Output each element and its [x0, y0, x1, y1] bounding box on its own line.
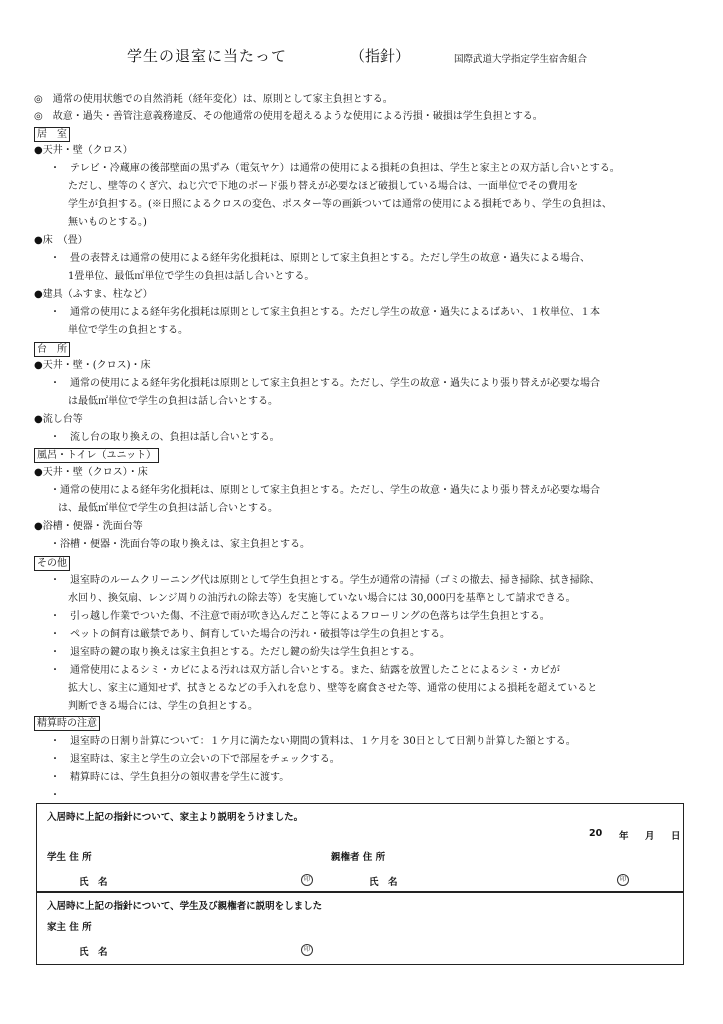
- student-acknowledgement-box: [36, 803, 684, 893]
- bath-tub-line: ・浴槽・便器・洗面台等の取り換えは、家主負担とする。: [50, 539, 310, 550]
- bath-wall-line: ・通常の使用による経年劣化損耗は、原則として家主負担とする。ただし、学生の故意・過失により張り替えが必要な場合: [50, 485, 600, 496]
- room-floor-title: ●床 （畳）: [34, 235, 88, 246]
- landlord-address-label: 家主 住 所: [47, 922, 92, 933]
- kitchen-wall-title: ●天井・壁・(クロス)・床: [34, 360, 151, 371]
- section-heading-bath: 風呂・トイレ（ユニット）: [34, 448, 159, 463]
- room-fixtures-line: ・ 通常の使用による経年劣化損耗は原則として家主負担とする。ただし学生の故意・過失によるばあい、１枚単位、１本: [50, 307, 600, 318]
- student-acknowledgement-statement: 入居時に上記の指針について、家主より説明をうけました。: [47, 812, 304, 823]
- other-line: ・ 退室時のルームクリーニング代は原則として学生負担とする。学生が通常の清掃（ゴミの撤去、掃き掃除、拭き掃除、: [50, 575, 600, 586]
- bath-tub-title: ●浴槽・便器・洗面台等: [34, 521, 143, 532]
- guardian-name-label: 氏 名: [369, 877, 398, 888]
- other-line: 拡大し、家主に通知せず、拭きとるなどの手入れを怠り、壁等を腐食させた等、通常の使用による損耗を超えていると: [68, 683, 598, 694]
- seal-mark: 印: [301, 874, 313, 886]
- date-day-label: 日: [671, 831, 681, 842]
- section-heading-room: 居 室: [34, 127, 70, 142]
- bath-wall-title: ●天井・壁（クロス）・床: [34, 467, 148, 478]
- settlement-line: ・: [50, 790, 60, 801]
- room-fixtures-title: ●建具（ふすま、柱など）: [34, 289, 153, 300]
- other-line: ・ ペットの飼育は厳禁であり、飼育していた場合の汚れ・破損等は学生の負担とする。: [50, 629, 450, 640]
- landlord-acknowledgement-box: [36, 891, 684, 965]
- page-subtitle: （指針）: [350, 47, 411, 65]
- kitchen-wall-line: は最低㎡単位で学生の負担は話し合いとする。: [68, 396, 278, 407]
- intro-line: ◎ 通常の使用状態での自然消耗（経年変化）は、原則として家主負担とする。: [34, 94, 393, 105]
- date-month-label: 月: [645, 831, 655, 842]
- kitchen-sink-line: ・ 流し台の取り換えの、負担は話し合いとする。: [50, 432, 280, 443]
- room-ceiling-line: ただし、壁等のくぎ穴、ねじ穴で下地のボード張り替えが必要なほど破損している場合は、一面単位でその費用を: [68, 181, 578, 192]
- section-heading-kitchen: 台 所: [34, 342, 70, 357]
- student-address-label: 学生 住 所: [47, 852, 92, 863]
- room-floor-line: 1畳単位、最低㎡単位で学生の負担は話し合いとする。: [68, 271, 315, 282]
- guardian-address-label: 親権者 住 所: [331, 852, 386, 863]
- seal-mark: 印: [617, 874, 629, 886]
- intro-line: ◎ 故意・過失・善管注意義務違反、その他通常の使用を超えるような使用による汚損・破損は学生負担とする。: [34, 111, 543, 122]
- other-line: 水回り、換気扇、レンジ周りの油汚れの除去等）を実施していない場合には 30,000円を基準として請求できる。: [68, 593, 576, 604]
- date-year-label: 年: [619, 831, 629, 842]
- settlement-line: ・ 退室時の日割り計算について：１ケ月に満たない期間の賃料は、１ケ月を 30日として日割り計算した額とする。: [50, 736, 576, 747]
- bath-wall-line: は、最低㎡単位で学生の負担は話し合いとする。: [58, 503, 278, 514]
- organization-name: 国際武道大学指定学生宿舎組合: [454, 54, 588, 65]
- landlord-name-label: 氏 名: [79, 947, 108, 958]
- room-ceiling-line: 無いものとする。): [68, 217, 147, 228]
- student-name-label: 氏 名: [79, 877, 108, 888]
- landlord-acknowledgement-statement: 入居時に上記の指針について、学生及び親権者に説明をしました: [47, 901, 323, 912]
- kitchen-wall-line: ・ 通常の使用による経年劣化損耗は原則として家主負担とする。ただし、学生の故意・過失により張り替えが必要な場合: [50, 378, 600, 389]
- settlement-line: ・ 精算時には、学生負担分の領収書を学生に渡す。: [50, 772, 290, 783]
- other-line: ・ 退室時の鍵の取り換えは家主負担とする。ただし鍵の紛失は学生負担とする。: [50, 647, 420, 658]
- section-heading-settlement: 精算時の注意: [34, 716, 100, 731]
- seal-mark: 印: [301, 944, 313, 956]
- kitchen-sink-title: ●流し台等: [34, 414, 83, 425]
- room-ceiling-title: ●天井・壁（クロス）: [34, 145, 133, 156]
- room-ceiling-line: 学生が負担する。(※日照によるクロスの変色、ポスター等の画鋲ついては通常の使用による損耗であり、学生の負担は、: [68, 199, 612, 210]
- section-heading-other: その他: [34, 556, 70, 571]
- date-year-prefix: 20: [589, 828, 603, 839]
- other-line: ・ 通常使用によるシミ・カビによる汚れは双方話し合いとする。また、結露を放置したことによるシミ・カビが: [50, 665, 560, 676]
- other-line: ・ 引っ越し作業でついた傷、不注意で雨が吹き込んだこと等によるフローリングの色落ちは学生負担とする。: [50, 611, 550, 622]
- other-line: 判断できる場合には、学生の負担とする。: [68, 701, 258, 712]
- room-fixtures-line: 単位で学生の負担とする。: [68, 325, 188, 336]
- settlement-line: ・ 退室時は、家主と学生の立会いの下で部屋をチェックする。: [50, 754, 340, 765]
- room-floor-line: ・ 畳の表替えは通常の使用による経年劣化損耗は、原則として家主負担とする。ただし学生の故意・過失による場合、: [50, 253, 590, 264]
- page-title: 学生の退室に当たって: [127, 47, 288, 65]
- room-ceiling-line: ・ テレビ・冷蔵庫の後部壁面の黒ずみ（電気ヤケ）は通常の使用による損耗の負担は、学生と家主との双方話し合いとする。: [50, 163, 620, 174]
